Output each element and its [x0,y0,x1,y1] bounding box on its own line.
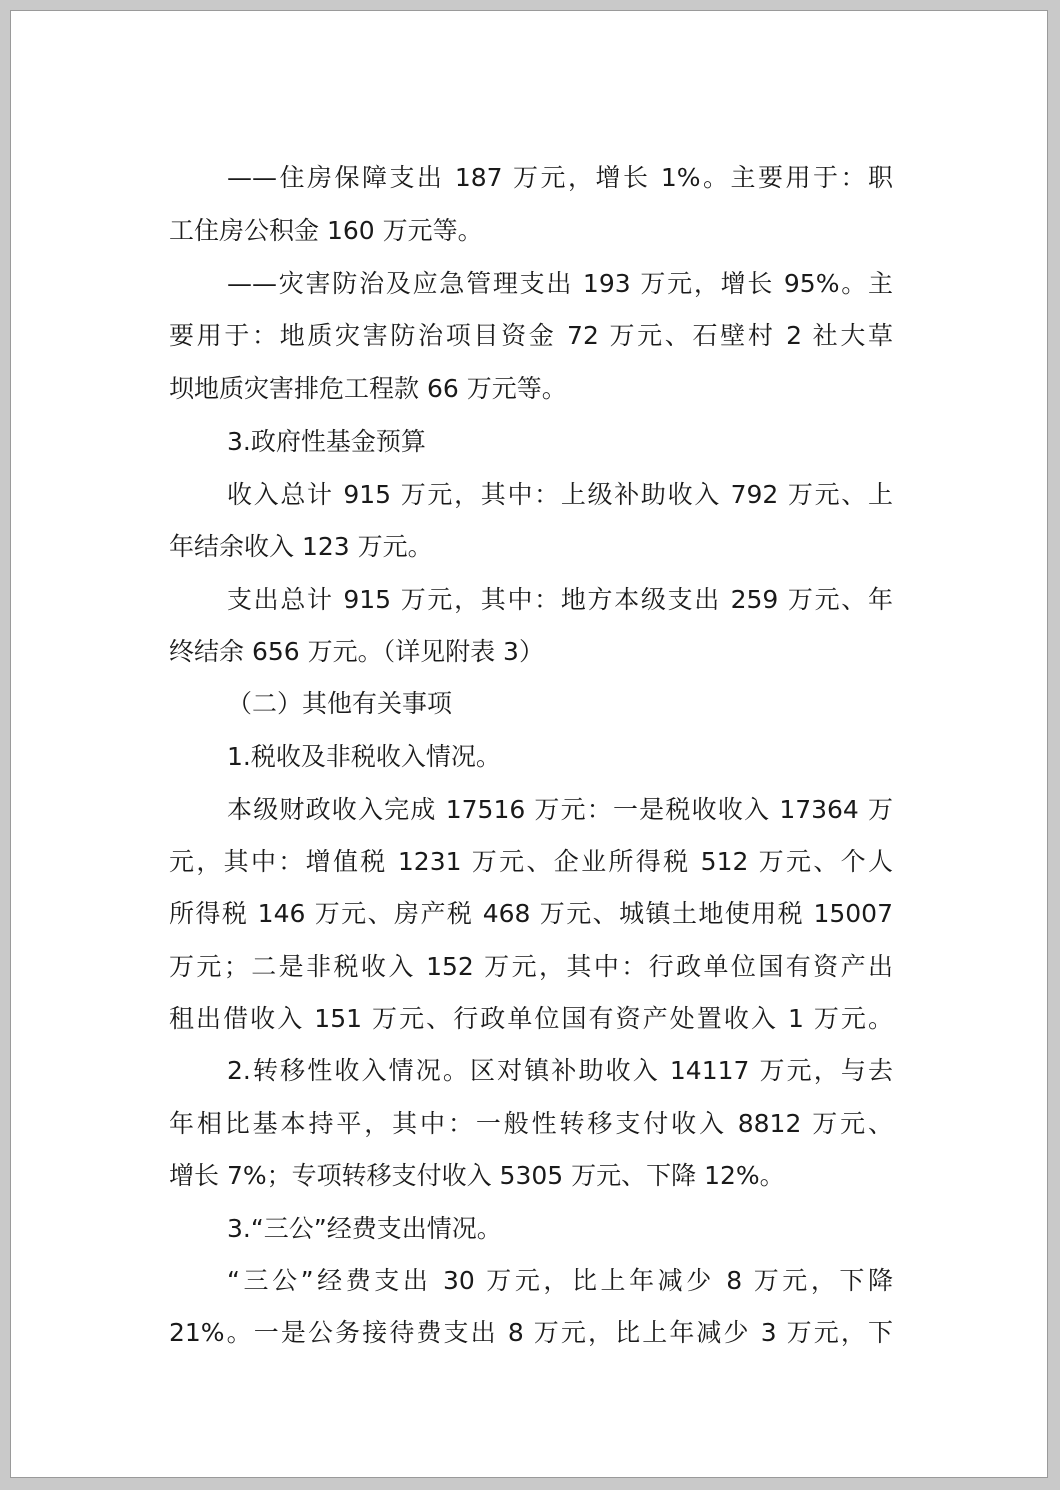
section-heading: 3.政府性基金预算 [227,427,426,456]
text-line: 终结余 656 万元。（详见附表 3） [169,637,544,666]
text-line: 年结余收入 123 万元。 [169,532,433,561]
text-line: “三公”经费支出 30 万元，比上年减少 8 万元，下降 [227,1266,893,1295]
text-line: 年相比基本持平，其中：一般性转移支付收入 8812 万元、 [169,1109,893,1138]
text-line: 元，其中：增值税 1231 万元、企业所得税 512 万元、个人 [169,847,893,876]
text-line: 2.转移性收入情况。区对镇补助收入 14117 万元，与去 [227,1056,893,1085]
text-line: 租出借收入 151 万元、行政单位国有资产处置收入 1 万元。 [169,1004,893,1033]
text-line: 工住房公积金 160 万元等。 [169,216,483,245]
document-page [10,10,1048,1478]
text-line: ——住房保障支出 187 万元，增长 1%。主要用于：职 [227,163,893,192]
text-line: 收入总计 915 万元，其中：上级补助收入 792 万元、上 [227,480,893,509]
text-line: 增长 7%；专项转移支付收入 5305 万元、下降 12%。 [169,1161,785,1190]
section-heading: （二）其他有关事项 [227,689,453,718]
text-line: 支出总计 915 万元，其中：地方本级支出 259 万元、年 [227,585,893,614]
section-heading: 3.“三公”经费支出情况。 [227,1214,502,1243]
text-line: 所得税 146 万元、房产税 468 万元、城镇土地使用税 15007 [169,899,893,928]
text-line: 坝地质灾害排危工程款 66 万元等。 [169,374,567,403]
text-line: ——灾害防治及应急管理支出 193 万元，增长 95%。主 [227,269,893,298]
text-line: 万元；二是非税收入 152 万元，其中：行政单位国有资产出 [169,952,893,981]
section-heading: 1.税收及非税收入情况。 [227,742,501,771]
text-line: 本级财政收入完成 17516 万元：一是税收收入 17364 万 [227,795,893,824]
text-line: 要用于：地质灾害防治项目资金 72 万元、石壁村 2 社大草 [169,321,893,350]
text-line: 21%。一是公务接待费支出 8 万元，比上年减少 3 万元，下 [169,1318,893,1347]
